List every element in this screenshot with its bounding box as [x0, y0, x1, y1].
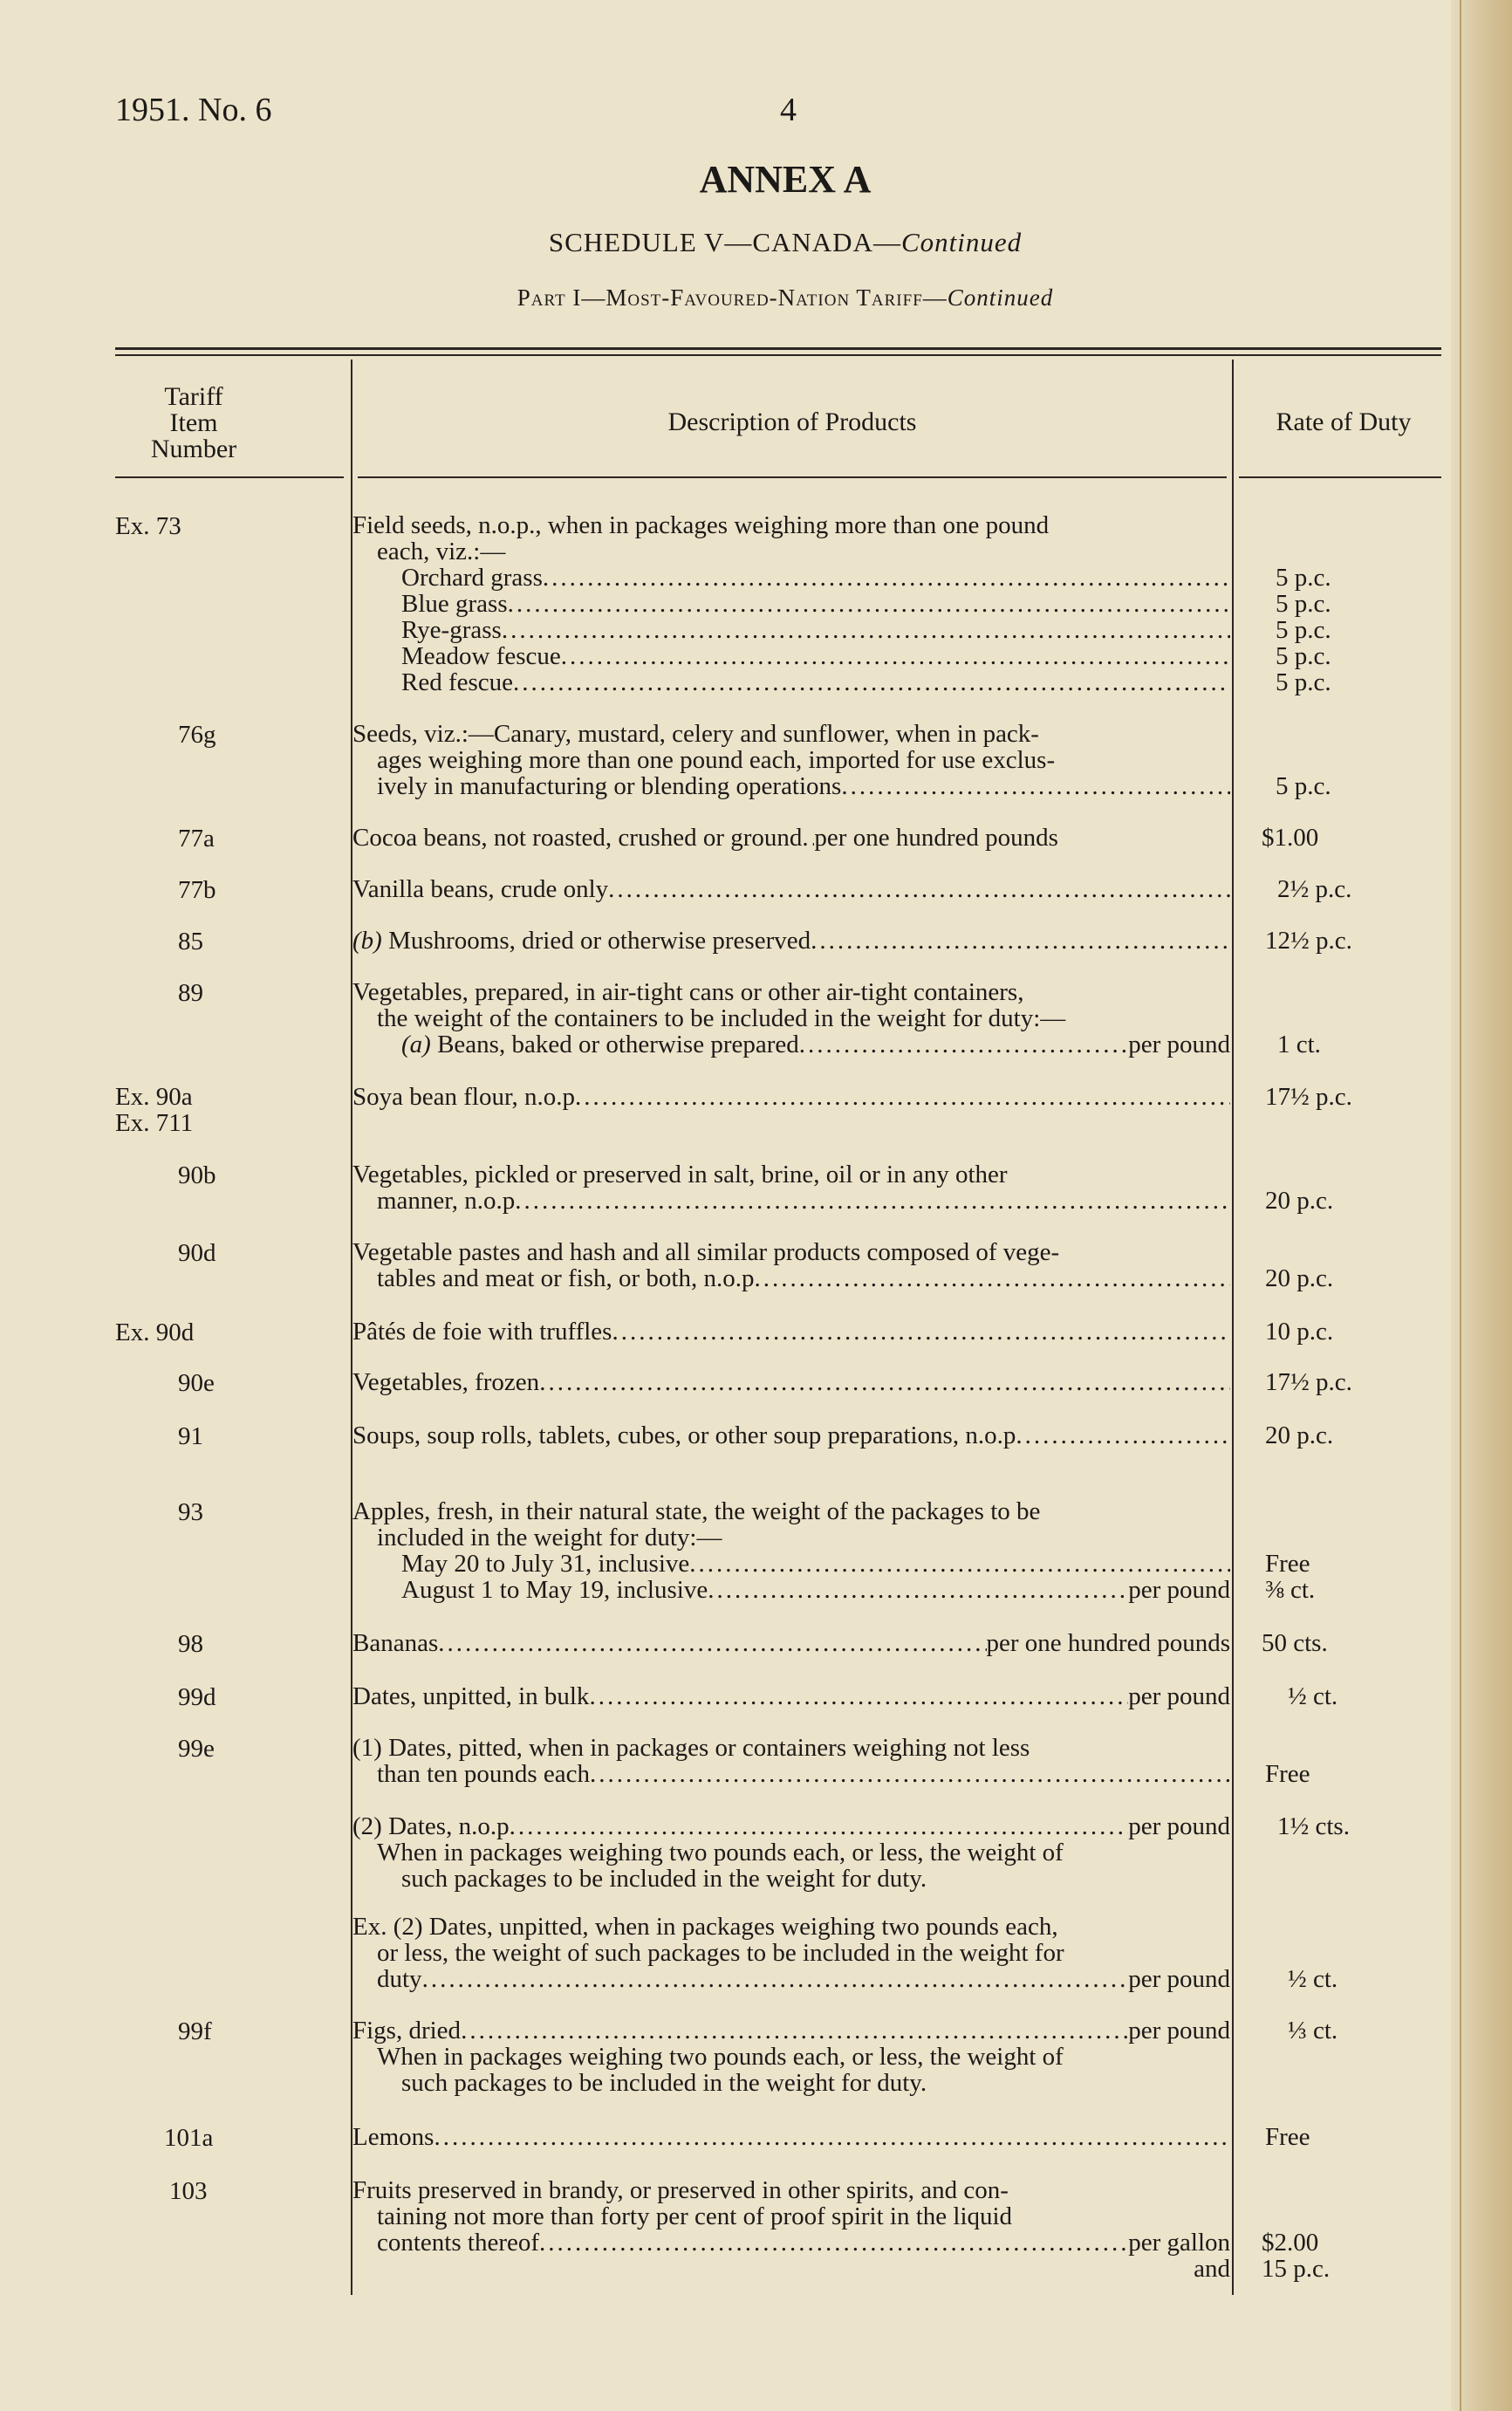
rate-value: 20 p.c.: [1265, 1264, 1334, 1292]
dot-leader: [543, 565, 1230, 591]
tariff-number-line: Ex. 711: [115, 1109, 194, 1137]
rate-value: 5 p.c.: [1276, 565, 1331, 591]
sub-item: [352, 669, 1230, 695]
description-line: Fruits preserved in brandy, or preserved in other spirits, and con-: [352, 2177, 1009, 2203]
page-number: 4: [780, 92, 797, 128]
description-line: ages weighing more than one pound each, imported for use exclus-: [377, 747, 1056, 773]
product-description: [352, 1630, 1230, 1656]
product-description: [352, 1498, 1230, 1603]
tariff-header-line-1: Tariff: [164, 382, 223, 411]
description-line: included in the weight for duty:—: [377, 1524, 722, 1551]
dot-leader: [510, 1813, 1129, 1839]
description-text: contents thereof: [377, 2229, 540, 2256]
rate-value: ½ ct.: [1288, 1682, 1338, 1710]
dot-leader: [438, 1630, 986, 1656]
sub-item-label: May 20 to July 31, inclusive: [401, 1551, 690, 1577]
rate-value: Free: [1265, 1760, 1310, 1788]
product-description: [352, 2124, 1230, 2150]
description-line: Ex. (2) Dates, unpitted, when in packages weighing two pounds each,: [352, 1914, 1058, 1940]
tariff-number: [115, 1084, 193, 1136]
sub-item-label: Orchard grass: [401, 565, 543, 591]
description-line: [352, 928, 1230, 954]
top-rule-2: [115, 354, 1441, 356]
dot-leader: [590, 1761, 1230, 1787]
rate-value: 50 cts.: [1262, 1629, 1328, 1657]
description-line: [352, 1422, 1230, 1449]
dot-leader: [608, 876, 1230, 902]
dot-leader: [561, 643, 1230, 669]
dot-leader: [612, 1319, 1230, 1345]
unit-text: per pound: [1128, 1683, 1230, 1709]
dot-leader: [755, 1265, 1231, 1291]
description-line: [352, 2229, 1230, 2256]
head-rule-tariff: [115, 476, 344, 478]
product-description: [352, 825, 1230, 851]
product-description: [352, 1683, 1230, 1709]
tariff-number: 91: [178, 1422, 203, 1450]
description-text: (2) Dates, n.o.p: [352, 1813, 510, 1839]
sub-item-label: Meadow fescue: [401, 643, 561, 669]
tariff-number: 103: [169, 2177, 208, 2205]
rate-value: $1.00: [1262, 824, 1319, 852]
tariff-number-line: Ex. 90a: [115, 1083, 193, 1111]
tariff-item-number-header: [115, 384, 272, 462]
product-description: [352, 1735, 1230, 1787]
dot-leader: [799, 1031, 1128, 1058]
rate-value: 15 p.c.: [1262, 2256, 1331, 2282]
description-line: and: [1194, 2256, 1230, 2282]
tariff-number: 99d: [178, 1683, 216, 1711]
dot-leader: [589, 1683, 1128, 1709]
dot-leader: [515, 1188, 1230, 1214]
sub-item-label: August 1 to May 19, inclusive: [401, 1577, 708, 1603]
description-text: ively in manufacturing or blending operations: [377, 773, 842, 799]
dot-leader: [513, 669, 1230, 695]
description-text: than ten pounds each: [377, 1761, 591, 1787]
item-prefix: (b): [352, 928, 382, 954]
tariff-number: Ex. 90d: [115, 1319, 195, 1346]
description-text: Vanilla beans, crude only: [352, 876, 609, 902]
tariff-number: 90b: [178, 1161, 216, 1189]
tariff-number: 99f: [178, 2017, 212, 2045]
unit-text: per one hundred pounds: [814, 825, 1058, 851]
tariff-number: 77b: [178, 876, 216, 904]
dot-leader: [434, 2124, 1230, 2150]
dot-leader: [575, 1084, 1230, 1110]
rate-value: 17½ p.c.: [1265, 1083, 1352, 1111]
description-line: [352, 2124, 1230, 2150]
rate-value: Free: [1265, 1551, 1310, 1577]
description-line: Vegetables, pickled or preserved in salt, brine, oil or in any other: [352, 1161, 1008, 1188]
description-line: or less, the weight of such packages to be included in the weight for: [377, 1940, 1064, 1966]
head-rule-desc: [358, 476, 1227, 478]
rate-value: 5 p.c.: [1276, 643, 1331, 669]
description-line: taining not more than forty per cent of proof spirit in the liquid: [377, 2203, 1013, 2229]
col-rule-right: [1232, 360, 1234, 2295]
sub-item: [352, 565, 1230, 591]
rate-value: 5 p.c.: [1276, 772, 1331, 800]
top-rule-1: [115, 347, 1441, 350]
description-line: (1) Dates, pitted, when in packages or containers weighing not less: [352, 1735, 1030, 1761]
unit-text: per pound: [1128, 1813, 1230, 1839]
description-text: Bananas: [352, 1630, 439, 1656]
tariff-number: 76g: [178, 721, 216, 749]
product-description: [352, 1161, 1230, 1214]
page-edge-line: [1460, 0, 1461, 2411]
product-description: [352, 1319, 1230, 1345]
sub-item-label: Rye-grass: [401, 617, 502, 643]
description-line: [352, 1813, 1230, 1839]
sub-item-label: Red fescue: [401, 669, 514, 695]
rate-value: 20 p.c.: [1265, 1187, 1334, 1215]
description-line: [352, 1031, 1230, 1058]
dot-leader: [539, 2229, 1128, 2256]
product-description: [352, 1813, 1230, 1892]
description-header: Description of Products: [667, 408, 917, 436]
description-line: such packages to be included in the weight for duty.: [401, 1866, 927, 1892]
unit-text: per pound: [1128, 2017, 1230, 2044]
tariff-header-line-2: Item: [169, 408, 218, 437]
product-description: [352, 928, 1230, 954]
sub-item: [352, 617, 1230, 643]
unit-text: per gallon: [1128, 2229, 1230, 2256]
tariff-header-line-3: Number: [150, 435, 237, 463]
head-rule-rate: [1239, 476, 1441, 478]
rate-value: Free: [1265, 2123, 1310, 2151]
description-text: Lemons: [352, 2124, 434, 2150]
description-line: [352, 1761, 1230, 1787]
description-line: such packages to be included in the weight for duty.: [401, 2070, 927, 2096]
description-line: [352, 773, 1230, 799]
tariff-number: Ex. 73: [115, 512, 181, 540]
part-title: [0, 284, 1512, 312]
tariff-number: 89: [178, 979, 203, 1007]
unit-text: per pound: [1128, 1577, 1230, 1603]
rate-value: 12½ p.c.: [1265, 927, 1352, 955]
description-line: Vegetables, prepared, in air-tight cans or other air-tight containers,: [352, 979, 1024, 1005]
product-description: [352, 1369, 1230, 1395]
description-line: [352, 876, 1230, 902]
item-prefix: (a): [401, 1031, 431, 1058]
tariff-number: 98: [178, 1630, 203, 1658]
dot-leader: [689, 1551, 1230, 1577]
product-description: [352, 979, 1230, 1058]
sub-item: [352, 591, 1230, 617]
document-reference: 1951. No. 6: [115, 92, 272, 128]
description-line: [352, 1084, 1230, 1110]
product-description: [352, 2177, 1230, 2282]
tariff-number: 90d: [178, 1239, 216, 1267]
description-line: [352, 1265, 1230, 1291]
rate-value: 5 p.c.: [1276, 669, 1331, 695]
tariff-number: 93: [178, 1498, 203, 1526]
description-text: Beans, baked or otherwise prepared: [430, 1031, 799, 1058]
tariff-number: 90e: [178, 1369, 215, 1397]
dot-leader: [539, 1369, 1230, 1395]
rate-value: 5 p.c.: [1276, 591, 1331, 617]
unit-text: per pound: [1128, 1031, 1230, 1058]
rate-value: 20 p.c.: [1265, 1421, 1334, 1449]
description-line: Vegetable pastes and hash and all similar products composed of vege-: [352, 1239, 1060, 1265]
dot-leader: [802, 825, 814, 851]
product-description: [352, 1914, 1230, 1992]
dot-leader: [1016, 1422, 1230, 1449]
sub-item: [352, 1551, 1230, 1577]
rate-header: Rate of Duty: [1276, 408, 1412, 436]
product-description: [352, 1084, 1230, 1110]
description-line: When in packages weighing two pounds each, or less, the weight of: [377, 2044, 1064, 2070]
rate-value: ½ ct.: [1288, 1965, 1338, 1993]
rate-value: 17½ p.c.: [1265, 1368, 1352, 1396]
description-line: Apples, fresh, in their natural state, the weight of the packages to be: [352, 1498, 1041, 1524]
description-line: [352, 1630, 1230, 1656]
rate-value: $2.00: [1262, 2229, 1319, 2256]
description-text: Soya bean flour, n.o.p: [352, 1084, 575, 1110]
dot-leader: [508, 591, 1230, 617]
description-line: [352, 1683, 1230, 1709]
schedule-title: [0, 227, 1512, 258]
rate-value: 1½ cts.: [1277, 1812, 1350, 1840]
description-line: [352, 1966, 1230, 1992]
description-text: Pâtés de foie with truffles: [352, 1319, 612, 1345]
unit-text: per pound: [1128, 1966, 1230, 1992]
description-text: Cocoa beans, not roasted, crushed or ground: [352, 825, 803, 851]
rate-value: 2½ p.c.: [1277, 875, 1352, 903]
description-line: [352, 825, 1230, 851]
description-text: Dates, unpitted, in bulk: [352, 1683, 590, 1709]
rate-value: ⅜ ct.: [1265, 1577, 1316, 1603]
sub-item: [352, 1577, 1230, 1603]
product-description: [352, 512, 1230, 695]
description-text: Vegetables, frozen: [352, 1369, 540, 1395]
description-line: the weight of the containers to be included in the weight for duty:—: [377, 1005, 1066, 1031]
tariff-number: 85: [178, 928, 203, 955]
description-text: Figs, dried: [352, 2017, 462, 2044]
schedule-continued: Continued: [900, 227, 1023, 257]
rate-of-duty: [1262, 2229, 1330, 2282]
rate-value: 1 ct.: [1277, 1031, 1321, 1058]
annex-title: ANNEX A: [699, 158, 872, 201]
tariff-number: 99e: [178, 1735, 215, 1763]
dot-leader: [811, 928, 1230, 954]
description-text: Soups, soup rolls, tablets, cubes, or other soup preparations, n.o.p: [352, 1422, 1016, 1449]
product-description: [352, 876, 1230, 902]
rate-of-duty: [1265, 1551, 1315, 1603]
description-text: manner, n.o.p: [377, 1188, 516, 1214]
rate-value: 10 p.c.: [1265, 1318, 1334, 1346]
description-text: tables and meat or fish, or both, n.o.p: [377, 1265, 755, 1291]
description-text: Mushrooms, dried or otherwise preserved: [381, 928, 811, 954]
description-line: When in packages weighing two pounds each, or less, the weight of: [377, 1839, 1064, 1866]
tariff-number: 77a: [178, 825, 215, 853]
dot-leader: [841, 773, 1230, 799]
tariff-number: 101a: [164, 2124, 214, 2152]
unit-text: per one hundred pounds: [986, 1630, 1230, 1656]
sub-item-label: Blue grass: [401, 591, 508, 617]
dot-leader: [461, 2017, 1128, 2044]
description-line: Seeds, viz.:—Canary, mustard, celery and sunflower, when in pack-: [352, 721, 1039, 747]
description-line: [352, 1369, 1230, 1395]
sub-item: [352, 643, 1230, 669]
dot-leader: [422, 1966, 1129, 1992]
description-text: duty: [377, 1966, 422, 1992]
description-line: Field seeds, n.o.p., when in packages weighing more than one pound: [352, 512, 1050, 538]
product-description: [352, 1239, 1230, 1291]
description-line: [352, 1188, 1230, 1214]
rate-value: 5 p.c.: [1276, 617, 1331, 643]
description-line: each, viz.:—: [377, 538, 506, 565]
product-description: [352, 1422, 1230, 1449]
dot-leader: [708, 1577, 1128, 1603]
product-description: [352, 2017, 1230, 2096]
description-line: [352, 1319, 1230, 1345]
rate-value: ⅓ ct.: [1288, 2017, 1338, 2045]
schedule-text: SCHEDULE V—CANADA—: [548, 227, 901, 257]
description-line: [352, 2017, 1230, 2044]
part-text: Part I—Most-Favoured-Nation Tariff—: [517, 284, 948, 311]
part-continued: Continued: [947, 284, 1054, 311]
dot-leader: [502, 617, 1230, 643]
rate-of-duty: [1276, 565, 1331, 695]
product-description: [352, 721, 1230, 799]
